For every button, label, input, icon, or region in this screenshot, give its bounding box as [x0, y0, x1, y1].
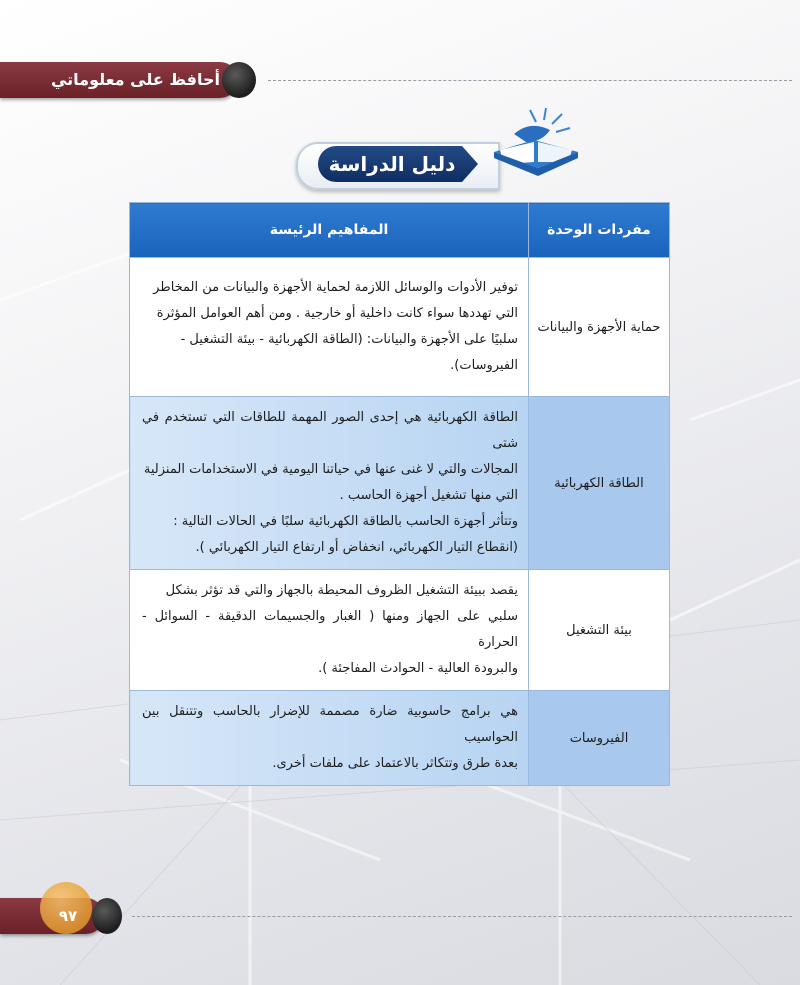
open-book-lamp-icon: [486, 104, 586, 188]
study-guide-table: [129, 202, 670, 786]
footer-cap: [92, 898, 122, 934]
page-number: ٩٧: [58, 907, 78, 925]
term-label: بيئة التشغيل: [566, 622, 632, 638]
concept-cell: [130, 691, 529, 786]
study-guide-title: دليل الدراسة: [328, 152, 456, 176]
table-row: [130, 397, 670, 570]
chapter-title: أحافظ على معلوماتي: [50, 70, 220, 89]
table-row: [130, 691, 670, 786]
concept-line: توفير الأدوات والوسائل اللازمة لحماية الأجهزة والبيانات من المخاطر: [153, 280, 518, 295]
concept-line: هي برامج حاسوبية ضارة مصممة للإضرار بالحاسب وتتنقل بين الحواسيب: [142, 704, 518, 745]
concept-cell: [130, 258, 529, 397]
term-cell: [529, 691, 670, 786]
term-cell: [529, 258, 670, 397]
concept-line: يقصد ببيئة التشغيل الظروف المحيطة بالجهاز والتي قد تؤثر بشكل: [165, 583, 518, 598]
concept-line: المجالات والتي لا غنى عنها في حياتنا اليومية في الاستخدامات المنزلية: [143, 462, 518, 477]
concept-line: بعدة طرق وتتكاثر بالاعتماد على ملفات أخرى.: [272, 756, 518, 771]
concept-line: الفيروسات).: [450, 358, 518, 373]
column-header-unit-terms: مفردات الوحدة: [529, 203, 670, 258]
concept-line: سلبي على الجهاز ومنها ( الغبار والجسيمات الدقيقة - السوائل - الحرارة: [142, 609, 518, 650]
footer-divider: [132, 916, 792, 917]
concept-line: الطاقة الكهربائية هي إحدى الصور المهمة للطاقات التي تستخدم في شتى: [142, 410, 518, 451]
header-divider: [268, 80, 792, 81]
table-header-row: [130, 203, 670, 258]
term-label: الفيروسات: [569, 730, 629, 746]
term-cell: [529, 570, 670, 691]
concept-line: التي منها تشغيل أجهزة الحاسب .: [339, 488, 518, 503]
term-label: الطاقة الكهربائية: [554, 475, 644, 491]
concept-line: وتتأثر أجهزة الحاسب بالطاقة الكهربائية سلبًا في الحالات التالية :: [173, 514, 518, 529]
chapter-header-cap: [222, 62, 256, 98]
term-label: حماية الأجهزة والبيانات: [537, 319, 661, 335]
concept-line: (انقطاع التيار الكهربائي، انخفاض أو ارتفاع التيار الكهربائي ).: [195, 540, 518, 555]
concept-cell: [130, 397, 529, 570]
table-row: [130, 258, 670, 397]
column-header-main-concepts: المفاهيم الرئيسة: [130, 203, 529, 258]
term-cell: [529, 397, 670, 570]
concept-cell: [130, 570, 529, 691]
concept-line: سلبيًا على الأجهزة والبيانات: (الطاقة الكهربائية - بيئة التشغيل -: [180, 332, 518, 347]
concept-line: والبرودة العالية - الحوادث المفاجئة ).: [318, 661, 518, 676]
concept-line: التي تهددها سواء كانت داخلية أو خارجية . ومن أهم العوامل المؤثرة: [156, 306, 518, 321]
table-row: [130, 570, 670, 691]
